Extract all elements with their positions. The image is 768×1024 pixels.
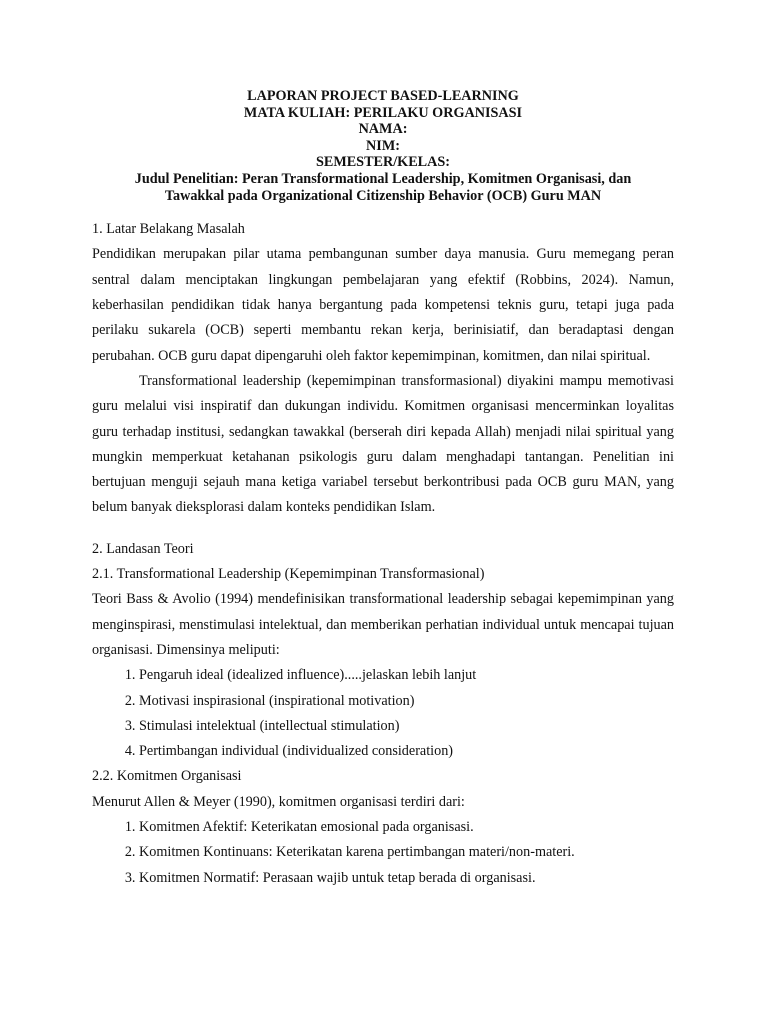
subsection-heading: 2.1. Transformational Leadership (Kepemimpinan Transformasional) [92, 566, 485, 583]
paragraph: Transformational leadership (kepemimpinan transformasional) diyakini mampu memotivasi guru melalui visi inspiratif dan dukungan individu. Komitmen organisasi mencerminkan loyalitas guru terhadap institusi, sedangkan tawakkal (berserah diri kepada Allah) menjadi nilai spiritual yang mungkin memperkuat ketahanan psikologis guru dalam menghadapi tantangan. Penelitian ini bertujuan menguji sejauh mana ketiga variabel tersebut berkontribusi pada OCB guru MAN, yang belum banyak dieksplorasi dalam konteks pendidikan Islam. [92, 372, 674, 516]
list-item: 3. Stimulasi intelektual (intellectual stimulation) [139, 714, 674, 739]
list-item: 1. Pengaruh ideal (idealized influence).....jelaskan lebih lanjut [139, 663, 674, 688]
list-item: 2. Motivasi inspirasional (inspirational motivation) [139, 689, 674, 714]
dimension-list [92, 663, 674, 764]
student-id-label: NIM: [366, 137, 400, 154]
semester-class-label: SEMESTER/KELAS: [315, 154, 451, 171]
commitment-list [92, 815, 674, 891]
report-title: LAPORAN PROJECT BASED-LEARNING [247, 88, 519, 104]
list-item: 2. Komitmen Kontinuans: Keterikatan karena pertimbangan materi/non-materi. [139, 840, 674, 865]
student-name-label: NAMA: [358, 121, 408, 138]
document-page [92, 88, 674, 891]
paragraph: Pendidikan merupakan pilar utama pembangunan sumber daya manusia. Guru memegang peran sentral dalam menciptakan lingkungan pembelajaran yang efektif (Robbins, 2024). Namun, keberhasilan pendidikan tidak hanya bergantung pada kompetensi teknis guru, tetapi juga pada perilaku sukarela (OCB) seperti membantu rekan kerja, berinisiatif, dan beradaptasi dengan perubahan. OCB guru dapat dipengaruhi oleh faktor kepemimpinan, komitmen, dan nilai spiritual. [92, 246, 674, 364]
list-item: 4. Pertimbangan individual (individualized consideration) [139, 739, 674, 764]
section-theory [92, 537, 674, 891]
list-item: 3. Komitmen Normatif: Perasaan wajib untuk tetap berada di organisasi. [139, 866, 674, 891]
course-name: MATA KULIAH: PERILAKU ORGANISASI [243, 104, 523, 121]
section-spacer [92, 521, 674, 537]
section-heading: 1. Latar Belakang Masalah [92, 221, 245, 238]
research-title-line1: Judul Penelitian: Peran Transformational Leadership, Komitmen Organisasi, dan [134, 170, 632, 187]
section-heading: 2. Landasan Teori [92, 540, 194, 557]
list-item: 1. Komitmen Afektif: Keterikatan emosional pada organisasi. [139, 815, 674, 840]
research-title-line2: Tawakkal pada Organizational Citizenship Behavior (OCB) Guru MAN [164, 187, 602, 204]
paragraph: Menurut Allen & Meyer (1990), komitmen organisasi terdiri dari: [92, 793, 465, 810]
paragraph: Teori Bass & Avolio (1994) mendefinisikan transformational leadership sebagai kepemimpinan yang menginspirasi, menstimulasi intelektual, dan memberikan perhatian individual untuk mencapai tujuan organisasi. Dimensinya meliputi: [92, 591, 674, 658]
report-header [92, 88, 674, 204]
section-background [92, 217, 674, 521]
subsection-heading: 2.2. Komitmen Organisasi [92, 768, 242, 785]
